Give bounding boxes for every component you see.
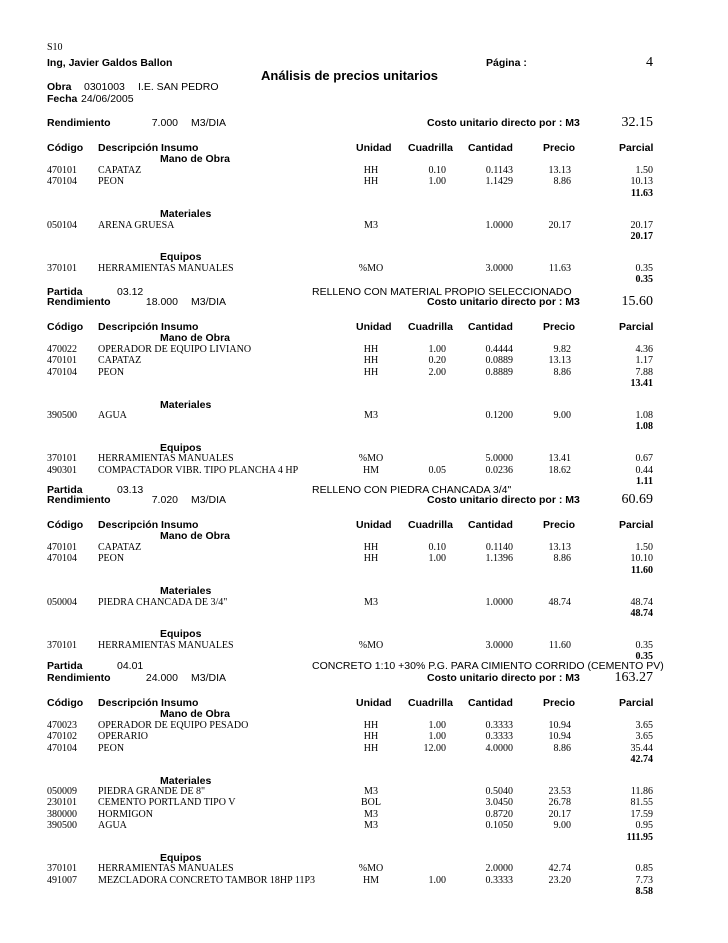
row-parcial: 1.08 bbox=[635, 409, 653, 421]
partida-code: 03.12 bbox=[117, 286, 144, 298]
row-precio: 18.62 bbox=[548, 464, 571, 476]
row-unidad: M3 bbox=[364, 409, 378, 421]
costo-unitario-total: 60.69 bbox=[621, 492, 653, 507]
column-header-cantidad: Cantidad bbox=[468, 321, 513, 333]
row-codigo: 050004 bbox=[47, 596, 77, 608]
row-parcial: 0.85 bbox=[635, 863, 653, 875]
row-cuadrilla: 1.00 bbox=[428, 874, 446, 886]
column-header-descripcion: Descripción Insumo bbox=[98, 321, 199, 333]
row-cantidad: 3.0000 bbox=[485, 262, 513, 274]
row-precio: 11.60 bbox=[548, 639, 571, 651]
row-codigo: 230101 bbox=[47, 797, 77, 809]
row-codigo: 370101 bbox=[47, 453, 77, 465]
column-header-parcial: Parcial bbox=[619, 321, 654, 333]
costo-unitario-label: Costo unitario directo por : M3 bbox=[427, 296, 580, 308]
group-subtotal: 11.60 bbox=[631, 564, 653, 576]
row-unidad: BOL bbox=[361, 797, 381, 809]
row-unidad: M3 bbox=[364, 785, 378, 797]
group-label-mano-de-obra: Mano de Obra bbox=[160, 332, 231, 345]
row-parcial: 20.17 bbox=[630, 219, 653, 231]
row-unidad: HH bbox=[363, 355, 379, 367]
row-descripcion: AGUA bbox=[98, 409, 127, 421]
column-header-codigo: Código bbox=[47, 697, 84, 709]
row-codigo: 370101 bbox=[47, 863, 77, 875]
row-unidad: HH bbox=[363, 541, 379, 553]
row-descripcion: PIEDRA CHANCADA DE 3/4" bbox=[98, 596, 228, 608]
row-descripcion: AGUA bbox=[98, 820, 127, 832]
row-parcial: 10.10 bbox=[630, 553, 653, 565]
column-header-unidad: Unidad bbox=[356, 697, 392, 709]
group-label-mano-de-obra: Mano de Obra bbox=[160, 530, 231, 543]
row-cantidad: 3.0000 bbox=[485, 639, 513, 651]
row-precio: 48.74 bbox=[548, 596, 571, 608]
row-unidad: M3 bbox=[364, 219, 378, 231]
row-cantidad: 1.0000 bbox=[485, 596, 513, 608]
row-parcial: 0.44 bbox=[635, 464, 653, 476]
row-cantidad: 1.0000 bbox=[485, 219, 513, 231]
partida-description: RELLENO CON MATERIAL PROPIO SELECCIONADO bbox=[312, 286, 572, 298]
row-precio: 9.00 bbox=[553, 409, 571, 421]
row-parcial: 1.50 bbox=[635, 164, 653, 176]
row-cuadrilla: 1.00 bbox=[428, 176, 446, 188]
row-precio: 13.13 bbox=[548, 541, 571, 553]
row-parcial: 10.13 bbox=[630, 176, 653, 188]
rendimiento-value: 7.020 bbox=[151, 494, 178, 506]
row-codigo: 390500 bbox=[47, 409, 77, 421]
row-cantidad: 5.0000 bbox=[485, 453, 513, 465]
row-precio: 9.82 bbox=[553, 343, 571, 355]
row-codigo: 470101 bbox=[47, 541, 77, 553]
row-unidad: %MO bbox=[358, 453, 384, 465]
group-label-equipos: Equipos bbox=[160, 441, 202, 454]
obra-label: Obra bbox=[47, 81, 72, 93]
row-parcial: 3.65 bbox=[635, 731, 653, 743]
group-label-materiales: Materiales bbox=[160, 774, 212, 787]
page-title: Análisis de precios unitarios bbox=[261, 68, 438, 83]
group-label-materiales: Materiales bbox=[160, 398, 212, 411]
row-descripcion: CEMENTO PORTLAND TIPO V bbox=[98, 797, 236, 809]
row-descripcion: ARENA GRUESA bbox=[98, 219, 175, 231]
row-precio: 13.41 bbox=[548, 453, 571, 465]
obra-code: 0301003 bbox=[84, 81, 125, 93]
row-precio: 13.13 bbox=[548, 355, 571, 367]
row-parcial: 0.35 bbox=[635, 262, 653, 274]
group-label-mano-de-obra: Mano de Obra bbox=[160, 153, 231, 166]
row-unidad: %MO bbox=[358, 863, 384, 875]
row-parcial: 7.88 bbox=[635, 366, 653, 378]
column-header-cantidad: Cantidad bbox=[468, 519, 513, 531]
row-descripcion: HERRAMIENTAS MANUALES bbox=[98, 262, 234, 274]
rendimiento-label: Rendimiento bbox=[47, 672, 111, 684]
row-descripcion: PEON bbox=[98, 176, 125, 188]
group-subtotal: 11.63 bbox=[631, 187, 653, 199]
column-header-codigo: Código bbox=[47, 519, 84, 531]
row-parcial: 0.67 bbox=[635, 453, 653, 465]
row-codigo: 050009 bbox=[47, 785, 77, 797]
row-cuadrilla: 1.00 bbox=[428, 719, 446, 731]
rendimiento-label: Rendimiento bbox=[47, 494, 111, 506]
row-unidad: HM bbox=[362, 874, 380, 886]
group-subtotal: 48.74 bbox=[630, 607, 653, 619]
column-header-cantidad: Cantidad bbox=[468, 142, 513, 154]
row-codigo: 470023 bbox=[47, 719, 77, 731]
row-codigo: 470104 bbox=[47, 366, 77, 378]
row-descripcion: CAPATAZ bbox=[98, 541, 142, 553]
rendimiento-label: Rendimiento bbox=[47, 296, 111, 308]
row-codigo: 370101 bbox=[47, 262, 77, 274]
rendimiento-unit: M3/DIA bbox=[191, 296, 227, 308]
column-header-cantidad: Cantidad bbox=[468, 697, 513, 709]
row-cuadrilla: 0.10 bbox=[428, 164, 446, 176]
costo-unitario-label: Costo unitario directo por : M3 bbox=[427, 494, 580, 506]
group-label-equipos: Equipos bbox=[160, 852, 202, 865]
obra-name: I.E. SAN PEDRO bbox=[138, 81, 219, 93]
row-descripcion: PIEDRA GRANDE DE 8" bbox=[98, 785, 206, 797]
column-header-descripcion: Descripción Insumo bbox=[98, 519, 199, 531]
row-codigo: 390500 bbox=[47, 820, 77, 832]
row-cuadrilla: 12.00 bbox=[423, 742, 446, 754]
row-unidad: HH bbox=[363, 731, 379, 743]
row-precio: 9.00 bbox=[553, 820, 571, 832]
row-descripcion: OPERADOR DE EQUIPO PESADO bbox=[98, 719, 249, 731]
row-unidad: M3 bbox=[364, 808, 378, 820]
row-cantidad: 0.1200 bbox=[485, 409, 513, 421]
column-header-unidad: Unidad bbox=[356, 142, 392, 154]
column-header-codigo: Código bbox=[47, 321, 84, 333]
partida-label: Partida bbox=[47, 660, 83, 672]
column-header-precio: Precio bbox=[543, 321, 576, 333]
column-header-cuadrilla: Cuadrilla bbox=[408, 142, 453, 154]
column-header-unidad: Unidad bbox=[356, 321, 392, 333]
group-label-mano-de-obra: Mano de Obra bbox=[160, 708, 231, 721]
row-cuadrilla: 0.05 bbox=[428, 464, 446, 476]
row-descripcion: HERRAMIENTAS MANUALES bbox=[98, 639, 234, 651]
row-cantidad: 0.4444 bbox=[485, 343, 513, 355]
row-parcial: 7.73 bbox=[635, 874, 653, 886]
row-unidad: %MO bbox=[358, 262, 384, 274]
row-cuadrilla: 0.20 bbox=[428, 355, 446, 367]
row-descripcion: HORMIGON bbox=[98, 808, 153, 820]
fecha-label: Fecha bbox=[47, 93, 78, 105]
group-subtotal: 0.35 bbox=[635, 651, 653, 663]
row-unidad: HH bbox=[363, 164, 379, 176]
row-cuadrilla: 2.00 bbox=[428, 366, 446, 378]
costo-unitario-total: 32.15 bbox=[621, 115, 653, 130]
row-descripcion: PEON bbox=[98, 742, 125, 754]
partida-description: RELLENO CON PIEDRA CHANCADA 3/4" bbox=[312, 484, 512, 496]
row-descripcion: COMPACTADOR VIBR. TIPO PLANCHA 4 HP bbox=[98, 464, 299, 476]
row-parcial: 81.55 bbox=[630, 797, 653, 809]
row-cantidad: 0.8889 bbox=[485, 366, 513, 378]
group-label-equipos: Equipos bbox=[160, 628, 202, 641]
row-cuadrilla: 0.10 bbox=[428, 541, 446, 553]
row-parcial: 1.50 bbox=[635, 541, 653, 553]
group-subtotal: 20.17 bbox=[630, 230, 653, 242]
row-descripcion: MEZCLADORA CONCRETO TAMBOR 18HP 11P3 bbox=[98, 874, 316, 886]
row-precio: 23.53 bbox=[548, 785, 571, 797]
partida-label: Partida bbox=[47, 484, 83, 496]
row-unidad: HH bbox=[363, 176, 379, 188]
column-header-parcial: Parcial bbox=[619, 697, 654, 709]
row-unidad: HH bbox=[363, 553, 379, 565]
column-header-precio: Precio bbox=[543, 142, 576, 154]
row-unidad: HH bbox=[363, 719, 379, 731]
report-code: S10 bbox=[47, 42, 63, 53]
group-label-materiales: Materiales bbox=[160, 585, 212, 598]
group-subtotal: 0.35 bbox=[635, 274, 653, 286]
row-unidad: M3 bbox=[364, 596, 378, 608]
row-cantidad: 1.1429 bbox=[485, 176, 513, 188]
row-precio: 20.17 bbox=[548, 808, 571, 820]
row-cantidad: 4.0000 bbox=[485, 742, 513, 754]
row-codigo: 050104 bbox=[47, 219, 77, 231]
row-cantidad: 0.8720 bbox=[485, 808, 513, 820]
row-parcial: 11.86 bbox=[630, 785, 653, 797]
row-unidad: HH bbox=[363, 343, 379, 355]
row-descripcion: OPERADOR DE EQUIPO LIVIANO bbox=[98, 343, 252, 355]
row-cantidad: 3.0450 bbox=[485, 797, 513, 809]
row-cantidad: 0.3333 bbox=[485, 719, 513, 731]
group-subtotal: 1.11 bbox=[636, 476, 653, 488]
rendimiento-unit: M3/DIA bbox=[191, 117, 227, 129]
row-unidad: HH bbox=[363, 366, 379, 378]
row-cuadrilla: 1.00 bbox=[428, 553, 446, 565]
row-descripcion: HERRAMIENTAS MANUALES bbox=[98, 453, 234, 465]
row-parcial: 4.36 bbox=[635, 343, 653, 355]
row-precio: 10.94 bbox=[548, 731, 571, 743]
partida-label: Partida bbox=[47, 286, 83, 298]
author-name: Ing, Javier Galdos Ballon bbox=[47, 57, 173, 69]
costo-unitario-label: Costo unitario directo por : M3 bbox=[427, 672, 580, 684]
rendimiento-unit: M3/DIA bbox=[191, 672, 227, 684]
costo-unitario-total: 15.60 bbox=[621, 294, 653, 309]
row-parcial: 3.65 bbox=[635, 719, 653, 731]
column-header-codigo: Código bbox=[47, 142, 84, 154]
group-subtotal: 8.58 bbox=[635, 886, 653, 898]
row-precio: 10.94 bbox=[548, 719, 571, 731]
row-precio: 11.63 bbox=[548, 262, 571, 274]
row-codigo: 470022 bbox=[47, 343, 77, 355]
row-cantidad: 0.0889 bbox=[485, 355, 513, 367]
row-cantidad: 1.1396 bbox=[485, 553, 513, 565]
row-parcial: 17.59 bbox=[630, 808, 653, 820]
row-cantidad: 0.1140 bbox=[485, 541, 513, 553]
row-parcial: 35.44 bbox=[630, 742, 653, 754]
row-descripcion: PEON bbox=[98, 553, 125, 565]
row-codigo: 490301 bbox=[47, 464, 77, 476]
row-descripcion: CAPATAZ bbox=[98, 164, 142, 176]
row-precio: 8.86 bbox=[553, 366, 571, 378]
column-header-cuadrilla: Cuadrilla bbox=[408, 321, 453, 333]
row-cantidad: 0.1143 bbox=[485, 164, 513, 176]
group-label-materiales: Materiales bbox=[160, 208, 212, 221]
row-cantidad: 0.1050 bbox=[485, 820, 513, 832]
row-descripcion: PEON bbox=[98, 366, 125, 378]
group-subtotal: 1.08 bbox=[635, 421, 653, 433]
rendimiento-value: 18.000 bbox=[145, 296, 178, 308]
column-header-precio: Precio bbox=[543, 519, 576, 531]
row-codigo: 470101 bbox=[47, 164, 77, 176]
row-cantidad: 0.5040 bbox=[485, 785, 513, 797]
costo-unitario-total: 163.27 bbox=[614, 670, 653, 685]
rendimiento-value: 7.000 bbox=[151, 117, 178, 129]
row-unidad: HM bbox=[362, 464, 380, 476]
row-descripcion: OPERARIO bbox=[98, 731, 149, 743]
partida-code: 04.01 bbox=[117, 660, 144, 672]
fecha-value: 24/06/2005 bbox=[81, 93, 134, 105]
row-cantidad: 0.0236 bbox=[485, 464, 513, 476]
row-parcial: 1.17 bbox=[635, 355, 653, 367]
row-parcial: 0.95 bbox=[635, 820, 653, 832]
row-codigo: 470101 bbox=[47, 355, 77, 367]
row-precio: 8.86 bbox=[553, 553, 571, 565]
group-subtotal: 42.74 bbox=[630, 754, 653, 765]
row-cuadrilla: 1.00 bbox=[428, 343, 446, 355]
row-precio: 8.86 bbox=[553, 176, 571, 188]
row-codigo: 370101 bbox=[47, 639, 77, 651]
column-header-parcial: Parcial bbox=[619, 519, 654, 531]
column-header-cuadrilla: Cuadrilla bbox=[408, 519, 453, 531]
row-precio: 23.20 bbox=[548, 874, 571, 886]
row-unidad: M3 bbox=[364, 820, 378, 832]
row-descripcion: HERRAMIENTAS MANUALES bbox=[98, 863, 234, 875]
column-header-cuadrilla: Cuadrilla bbox=[408, 697, 453, 709]
row-precio: 42.74 bbox=[548, 863, 571, 875]
column-header-precio: Precio bbox=[543, 697, 576, 709]
row-unidad: %MO bbox=[358, 639, 384, 651]
costo-unitario-label: Costo unitario directo por : M3 bbox=[427, 117, 580, 129]
group-label-equipos: Equipos bbox=[160, 251, 202, 264]
row-descripcion: CAPATAZ bbox=[98, 355, 142, 367]
row-codigo: 491007 bbox=[47, 874, 77, 886]
page-number: 4 bbox=[646, 55, 653, 70]
row-precio: 26.78 bbox=[548, 797, 571, 809]
row-cantidad: 0.3333 bbox=[485, 874, 513, 886]
column-header-parcial: Parcial bbox=[619, 142, 654, 154]
column-header-unidad: Unidad bbox=[356, 519, 392, 531]
rendimiento-label: Rendimiento bbox=[47, 117, 111, 129]
row-parcial: 0.35 bbox=[635, 639, 653, 651]
row-cantidad: 2.0000 bbox=[485, 863, 513, 875]
row-codigo: 380000 bbox=[47, 808, 77, 820]
row-codigo: 470104 bbox=[47, 553, 77, 565]
row-codigo: 470104 bbox=[47, 176, 77, 188]
row-precio: 13.13 bbox=[548, 164, 571, 176]
rendimiento-value: 24.000 bbox=[145, 672, 178, 684]
row-precio: 8.86 bbox=[553, 742, 571, 754]
row-cantidad: 0.3333 bbox=[485, 731, 513, 743]
group-subtotal: 13.41 bbox=[630, 378, 653, 389]
page-label: Página : bbox=[486, 57, 527, 69]
partida-code: 03.13 bbox=[117, 484, 144, 496]
column-header-descripcion: Descripción Insumo bbox=[98, 697, 199, 709]
column-header-descripcion: Descripción Insumo bbox=[98, 142, 199, 154]
group-subtotal: 111.95 bbox=[626, 831, 653, 843]
row-codigo: 470102 bbox=[47, 731, 77, 743]
row-unidad: HH bbox=[363, 742, 379, 754]
row-codigo: 470104 bbox=[47, 742, 77, 754]
row-precio: 20.17 bbox=[548, 219, 571, 231]
row-cuadrilla: 1.00 bbox=[428, 731, 446, 743]
row-parcial: 48.74 bbox=[630, 596, 653, 608]
partida-description: CONCRETO 1:10 +30% P.G. PARA CIMIENTO CORRIDO (CEMENTO PV) bbox=[312, 660, 664, 672]
rendimiento-unit: M3/DIA bbox=[191, 494, 227, 506]
